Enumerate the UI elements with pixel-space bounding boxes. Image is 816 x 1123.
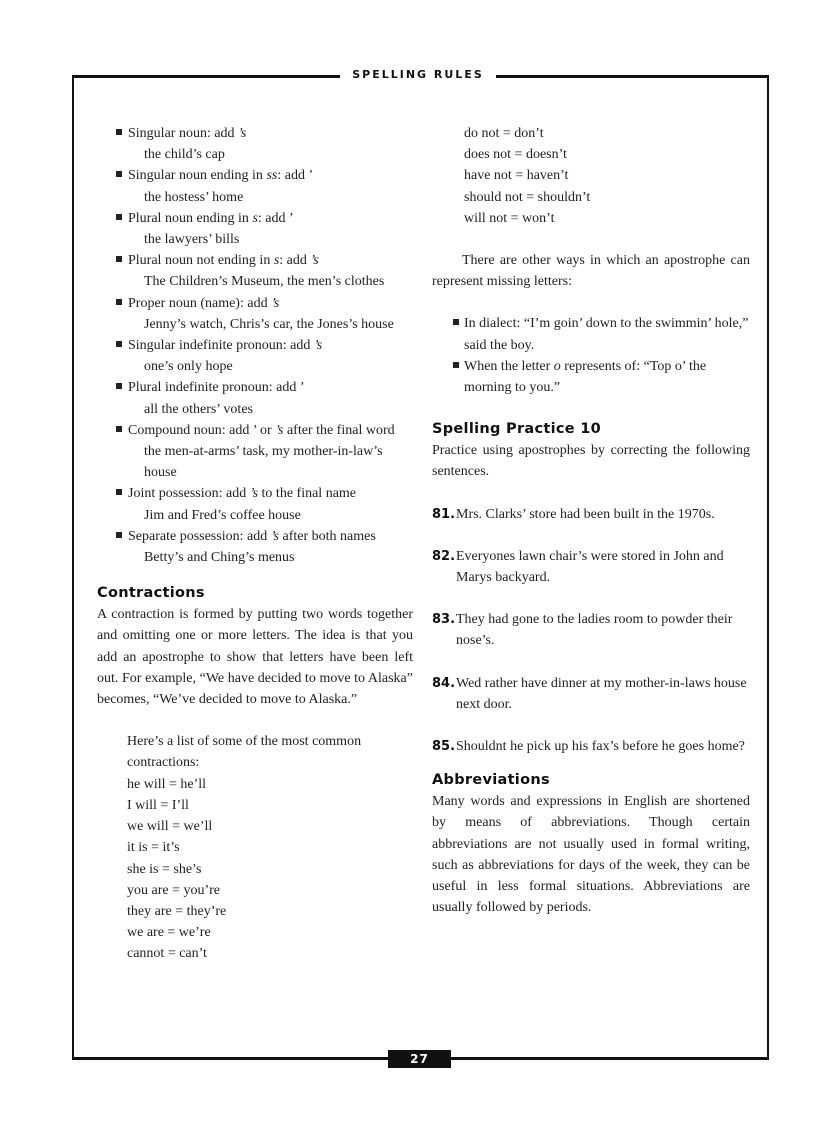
question-number: 83. bbox=[432, 612, 456, 628]
bullet-square-icon bbox=[116, 256, 122, 262]
contractions-heading: Contractions bbox=[97, 585, 205, 602]
question-text: Everyones lawn chair’s were stored in John and Marys backyard. bbox=[456, 548, 724, 586]
contractions-list-intro: Here’s a list of some of the most common contractions: bbox=[127, 734, 362, 771]
contraction-item: I will = I’ll bbox=[127, 797, 189, 813]
practice-question bbox=[432, 673, 750, 715]
question-text: Shouldnt he pick up his fax’s before he goes home? bbox=[456, 739, 745, 755]
bullet-square-icon bbox=[116, 383, 122, 389]
rule-example: the lawyers’ bills bbox=[144, 232, 240, 248]
contractions-paragraph: A contraction is formed by putting two words together and omitting one or more letters. The idea is that you add an apostrophe to show that letters have been left out. For example, “We have decided to move to Alaska” becomes, “We’ve decided to move to Alaska.” bbox=[97, 607, 413, 708]
bullet-square-icon bbox=[116, 489, 122, 495]
rule-item: Separate possession: add ’s after both names bbox=[97, 526, 413, 547]
bullet-square-icon bbox=[116, 299, 122, 305]
contraction-item: you are = you’re bbox=[127, 882, 221, 898]
contractions-list bbox=[97, 774, 413, 965]
contraction-item: have not = haven’t bbox=[464, 168, 569, 184]
question-number: 82. bbox=[432, 548, 456, 564]
contraction-item: he will = he’ll bbox=[127, 776, 207, 792]
contraction-item: does not = doesn’t bbox=[464, 147, 567, 163]
question-text: They had gone to the ladies room to powder their nose’s. bbox=[456, 612, 733, 649]
practice-question bbox=[432, 736, 750, 757]
bullet-square-icon bbox=[453, 319, 459, 325]
question-number: 84. bbox=[432, 675, 456, 691]
abbreviations-paragraph: Many words and expressions in English are shortened by means of abbreviations. Though certain abbreviations are not usually used in formal writing, such as abbreviations for days of the week, they can be useful in less formal situations. Abbreviations are usually followed by periods. bbox=[432, 794, 750, 916]
running-header: SPELLING RULES bbox=[352, 68, 484, 81]
contraction-item: they are = they’re bbox=[127, 903, 227, 919]
practice-heading: Spelling Practice 10 bbox=[432, 421, 602, 438]
practice-question bbox=[432, 546, 750, 588]
contraction-item: cannot = can’t bbox=[127, 946, 207, 962]
contraction-item: do not = don’t bbox=[464, 126, 544, 141]
rule-item: Plural indefinite pronoun: add ’ bbox=[97, 377, 413, 398]
practice-question bbox=[432, 609, 750, 651]
right-column bbox=[432, 123, 750, 918]
practice-intro: Practice using apostrophes by correcting the following sentences. bbox=[432, 443, 750, 480]
frame-left-rule bbox=[72, 75, 74, 1058]
rule-item: Singular noun: add ’s bbox=[97, 123, 413, 144]
contraction-item: we will = we’ll bbox=[127, 819, 213, 835]
frame-right-rule bbox=[767, 75, 769, 1058]
possessive-rules-list bbox=[97, 123, 413, 568]
abbreviations-heading: Abbreviations bbox=[432, 772, 550, 789]
practice-question bbox=[432, 504, 750, 525]
rule-example: The Children’s Museum, the men’s clothes bbox=[144, 274, 385, 290]
rule-item: Plural noun ending in s: add ’ bbox=[97, 208, 413, 229]
rule-example: the hostess’ home bbox=[144, 189, 244, 205]
contraction-item: we are = we’re bbox=[127, 925, 211, 941]
question-text: Wed rather have dinner at my mother-in-laws house next door. bbox=[456, 675, 747, 712]
rule-example: Jenny’s watch, Chris’s car, the Jones’s house bbox=[144, 316, 394, 332]
rule-item: Joint possession: add ’s to the final name bbox=[97, 483, 413, 504]
rule-item: Compound noun: add ’ or ’s after the final word bbox=[97, 420, 413, 441]
bullet-square-icon bbox=[116, 341, 122, 347]
question-text: Mrs. Clarks’ store had been built in the 1970s. bbox=[456, 506, 715, 522]
other-way-item: When the letter o represents of: “Top o’ the morning to you.” bbox=[432, 356, 750, 398]
bullet-square-icon bbox=[116, 129, 122, 135]
rule-item: Singular noun ending in ss: add ’ bbox=[97, 165, 413, 186]
contraction-item: she is = she’s bbox=[127, 861, 202, 877]
bullet-square-icon bbox=[453, 362, 459, 368]
rule-item: Proper noun (name): add ’s bbox=[97, 293, 413, 314]
rule-example: all the others’ votes bbox=[144, 401, 253, 417]
question-number: 81. bbox=[432, 506, 456, 522]
contraction-item: it is = it’s bbox=[127, 840, 180, 856]
rule-example-continued: house bbox=[144, 465, 177, 481]
bullet-square-icon bbox=[116, 426, 122, 432]
contraction-item: will not = won’t bbox=[464, 210, 555, 226]
page-number: 27 bbox=[388, 1050, 451, 1068]
rule-example: the men-at-arms’ task, my mother-in-law’s bbox=[144, 444, 383, 460]
bullet-square-icon bbox=[116, 214, 122, 220]
bullet-square-icon bbox=[116, 171, 122, 177]
rule-example: Jim and Fred’s coffee house bbox=[144, 507, 301, 523]
frame-top-right-rule bbox=[496, 75, 769, 78]
bullet-square-icon bbox=[116, 532, 122, 538]
rule-example: Betty’s and Ching’s menus bbox=[144, 550, 295, 566]
other-way-item: In dialect: “I’m goin’ down to the swimmin’ hole,” said the boy. bbox=[432, 313, 750, 355]
rule-example: one’s only hope bbox=[144, 359, 233, 375]
frame-top-left-rule bbox=[72, 75, 340, 78]
contraction-item: should not = shouldn’t bbox=[464, 189, 591, 205]
other-ways-paragraph: There are other ways in which an apostrophe can represent missing letters: bbox=[432, 253, 750, 290]
contractions-list-continued bbox=[432, 123, 750, 229]
question-number: 85. bbox=[432, 739, 456, 755]
rule-example: the child’s cap bbox=[144, 147, 225, 163]
rule-item: Plural noun not ending in s: add ’s bbox=[97, 250, 413, 271]
rule-item: Singular indefinite pronoun: add ’s bbox=[97, 335, 413, 356]
left-column bbox=[97, 123, 413, 965]
